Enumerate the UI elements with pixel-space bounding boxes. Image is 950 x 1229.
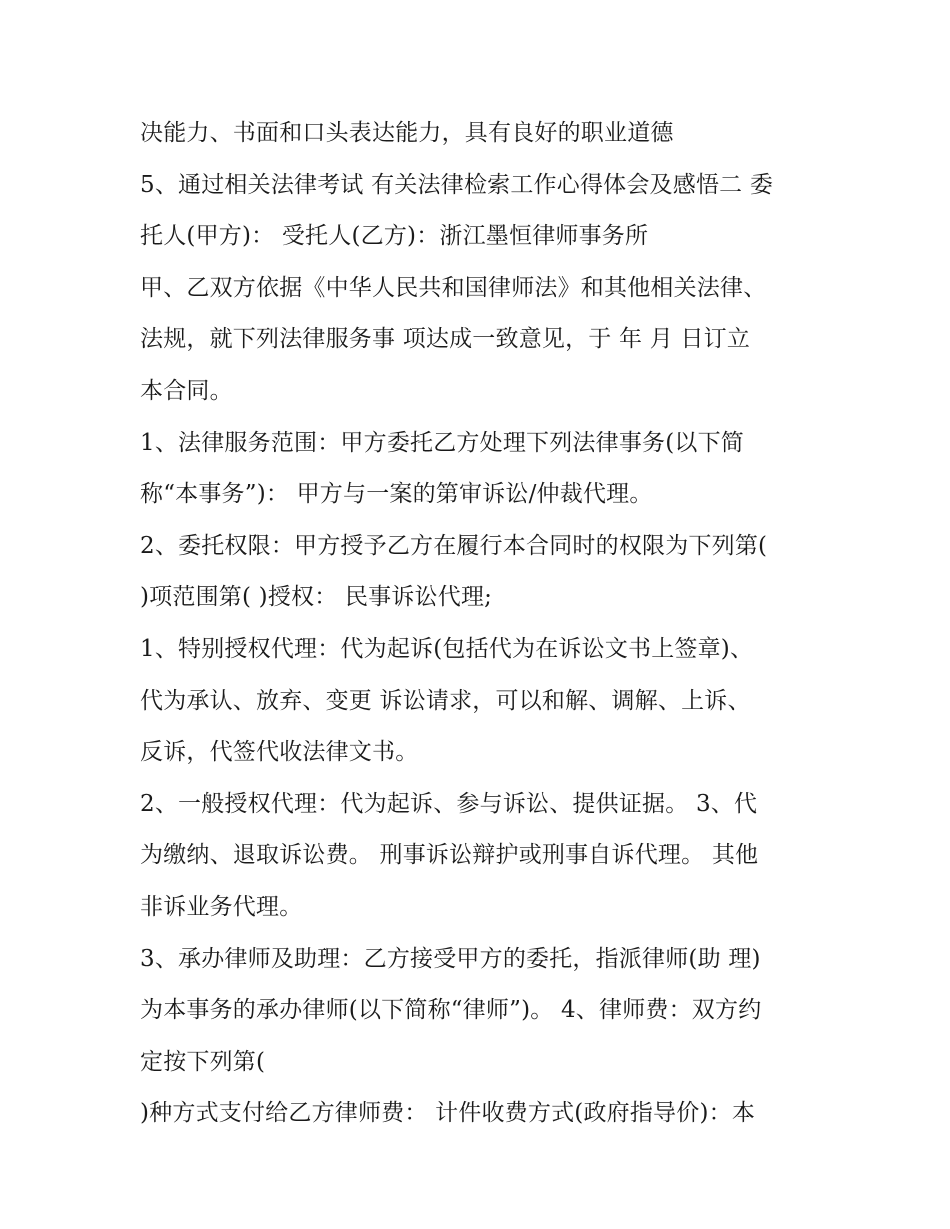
text-line: 代为承认、放弃、变更 诉讼请求，可以和解、调解、上诉、 xyxy=(140,687,751,714)
text-line: 本合同。 xyxy=(140,377,233,404)
text-line: 反诉，代签代收法律文书。 xyxy=(140,739,419,766)
text-line: )项范围第( )授权： 民事诉讼代理; xyxy=(140,584,493,611)
text-line: 3、承办律师及助理：乙方接受甲方的委托，指派律师(助 理) xyxy=(140,945,761,972)
text-line: 为缴纳、退取诉讼费。 刑事诉讼辩护或刑事自诉代理。 其他 xyxy=(140,842,759,869)
text-line: 5、通过相关法律考试 有关法律检索工作心得体会及感悟二 委 xyxy=(140,171,774,198)
text-line: 甲、乙双方依据《中华人民共和国律师法》和其他相关法律、 xyxy=(140,274,767,301)
text-line: 为本事务的承办律师(以下简称“律师”)。 4、律师费：双方约 xyxy=(140,997,762,1024)
text-line: 非诉业务代理。 xyxy=(140,893,303,920)
text-line: )种方式支付给乙方律师费： 计件收费方式(政府指导价)：本 xyxy=(140,1100,756,1127)
text-line: 2、委托权限：甲方授予乙方在履行本合同时的权限为下列第( xyxy=(140,532,768,559)
text-line: 法规，就下列法律服务事 项达成一致意见，于 年 月 日订立 xyxy=(140,326,751,353)
text-line: 称“本事务”)： 甲方与一案的第审诉讼/仲裁代理。 xyxy=(140,481,653,508)
text-line: 2、一般授权代理：代为起诉、参与诉讼、提供证据。 3、代 xyxy=(140,790,758,817)
text-line: 1、法律服务范围：甲方委托乙方处理下列法律事务(以下简 xyxy=(140,429,745,456)
text-line: 托人(甲方)： 受托人(乙方)：浙江墨恒律师事务所 xyxy=(140,223,649,250)
text-line: 1、特别授权代理：代为起诉(包括代为在诉讼文书上签章)、 xyxy=(140,635,754,662)
document-body xyxy=(140,108,820,1140)
text-line: 决能力、书面和口头表达能力，具有良好的职业道德 xyxy=(140,120,674,146)
text-line: 定按下列第( xyxy=(140,1048,266,1075)
